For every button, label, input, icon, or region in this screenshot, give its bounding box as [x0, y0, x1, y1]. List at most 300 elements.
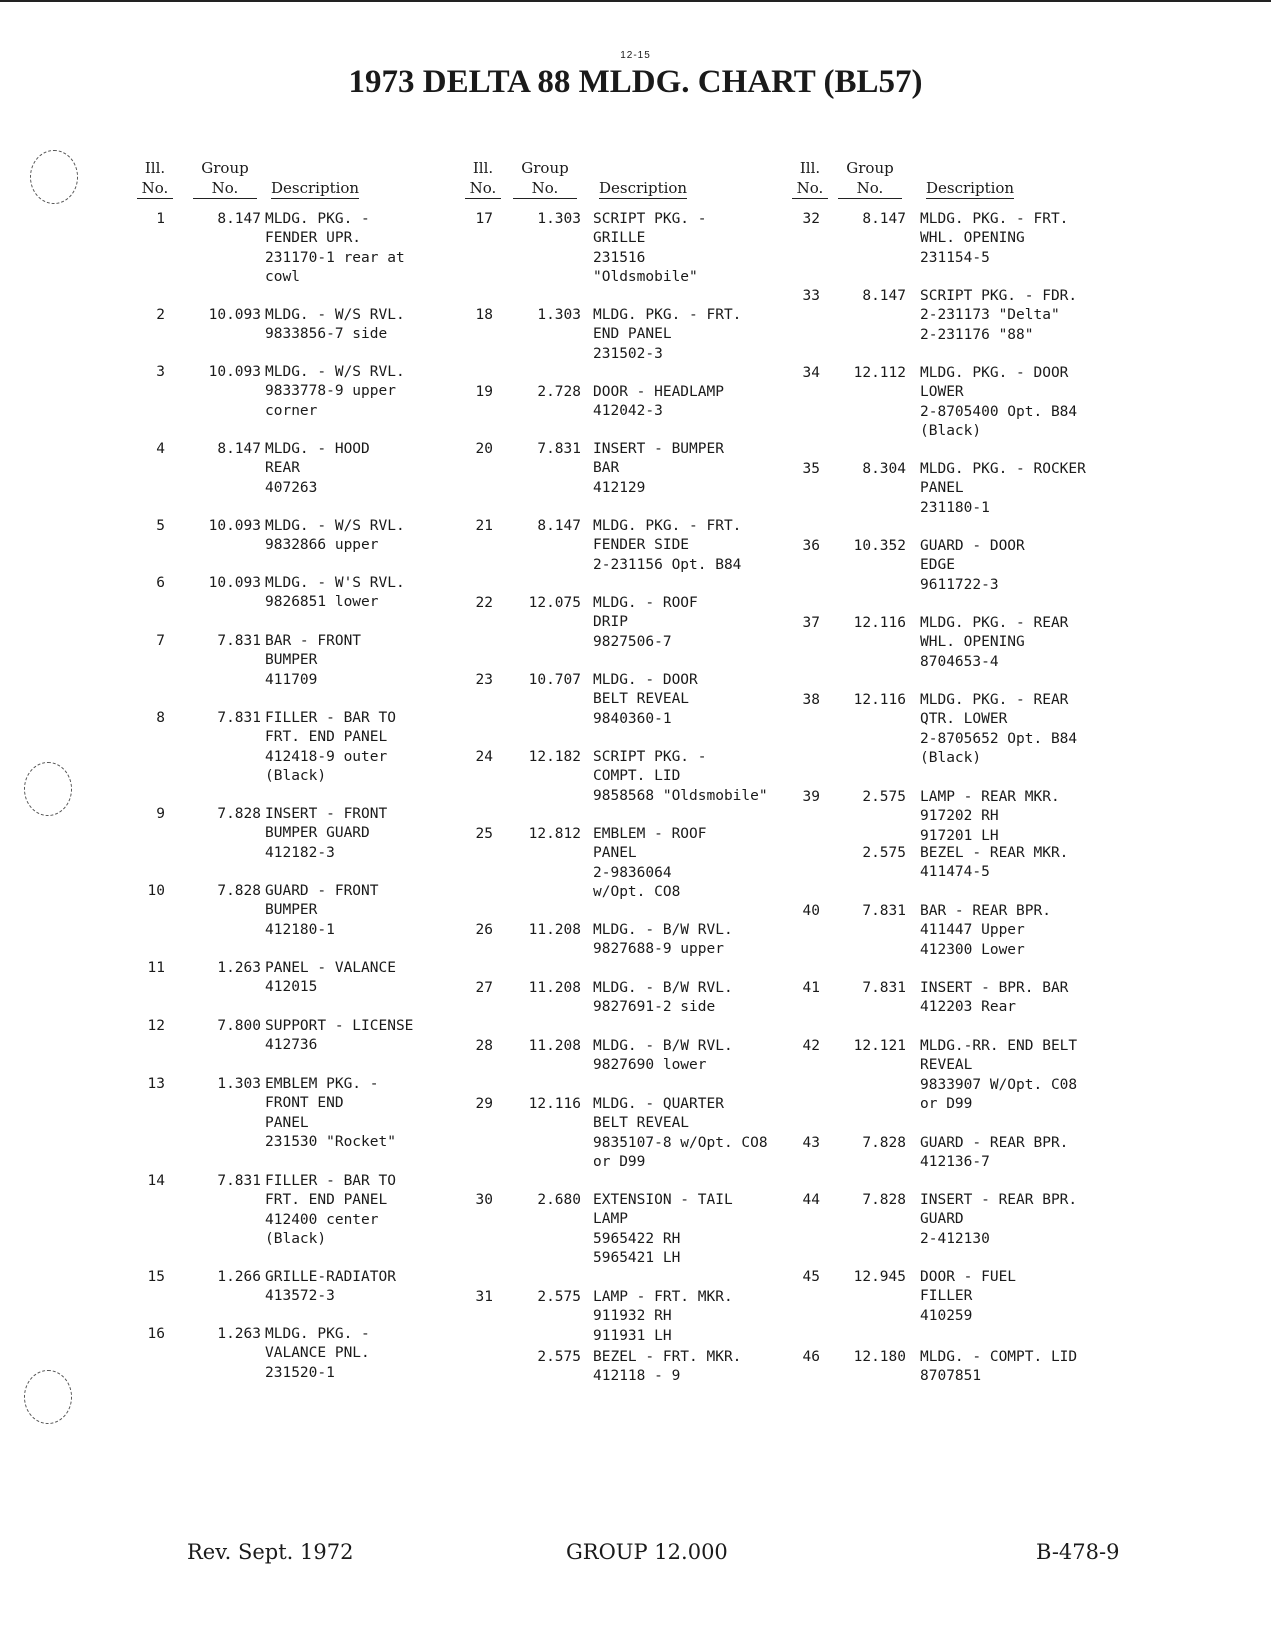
group-number: 8.147 — [217, 211, 261, 227]
part-description — [265, 1017, 413, 1056]
description-line: REVEAL — [920, 1057, 973, 1074]
ill-number: 3 — [156, 364, 165, 380]
description-line: BEZEL - REAR MKR. — [920, 845, 1069, 861]
description-line: 412736 — [265, 1037, 318, 1054]
ill-number: 41 — [802, 980, 820, 996]
description-line: 2-231156 Opt. B84 — [593, 556, 742, 573]
group-number: 7.800 — [217, 1018, 261, 1034]
ill-number: 28 — [475, 1038, 493, 1054]
part-description — [593, 748, 768, 806]
ill-number: 19 — [475, 384, 493, 400]
description-line: WHL. OPENING — [920, 230, 1025, 247]
group-number: 10.093 — [208, 575, 261, 591]
group-number: 8.147 — [862, 288, 906, 304]
part-description — [265, 306, 405, 345]
group-number: 2.575 — [537, 1289, 581, 1305]
description-line: INSERT - FRONT — [265, 806, 388, 822]
ill-number: 12 — [147, 1018, 165, 1034]
ill-no-header-line1: Ill. — [144, 159, 166, 177]
ill-number: 42 — [802, 1038, 820, 1054]
description-line: or D99 — [920, 1095, 973, 1112]
part-description — [920, 614, 1068, 672]
description-line: 5965422 RH — [593, 1230, 681, 1247]
description-line: (Black) — [265, 1230, 327, 1247]
description-line: BEZEL - FRT. MKR. — [593, 1349, 742, 1365]
ill-number: 39 — [802, 789, 820, 805]
ill-number: 43 — [802, 1135, 820, 1151]
part-description — [593, 1191, 733, 1268]
part-description — [265, 363, 405, 421]
group-number: 12.945 — [853, 1269, 906, 1285]
group-number: 2.728 — [537, 384, 581, 400]
description-line: 411709 — [265, 671, 318, 688]
description-line: END PANEL — [593, 326, 672, 343]
description-line: GUARD - DOOR — [920, 538, 1025, 554]
description-line: MLDG. PKG. - REAR — [920, 615, 1069, 631]
ill-number: 13 — [147, 1076, 165, 1092]
ill-number: 20 — [475, 441, 493, 457]
page-number: 12-15 — [620, 50, 651, 61]
description-line: 412418-9 outer — [265, 748, 388, 765]
ill-number: 10 — [147, 883, 165, 899]
description-line: BUMPER GUARD — [265, 825, 370, 842]
part-description — [593, 383, 724, 422]
part-description — [265, 517, 405, 556]
ill-no-header-line1: Ill. — [472, 159, 494, 177]
description-line: BUMPER — [265, 652, 318, 669]
description-line: LAMP - REAR MKR. — [920, 789, 1060, 805]
description-line: SCRIPT PKG. - — [593, 749, 707, 765]
description-line: MLDG. - HOOD — [265, 441, 370, 457]
ill-number: 24 — [475, 749, 493, 765]
ill-number: 36 — [802, 538, 820, 554]
part-description — [920, 979, 1068, 1018]
part-description — [593, 1095, 768, 1172]
description-line: MLDG. - QUARTER — [593, 1096, 724, 1112]
group-no-header-line2: No. — [193, 178, 257, 199]
description-line: MLDG. PKG. - FRT. — [593, 307, 742, 323]
description-line: GRILLE-RADIATOR — [265, 1269, 396, 1285]
group-number: 12.121 — [853, 1038, 906, 1054]
description-line: 231154-5 — [920, 249, 990, 266]
ill-number: 46 — [802, 1349, 820, 1365]
group-number: 10.352 — [853, 538, 906, 554]
description-line: MLDG. PKG. - FRT. — [593, 518, 742, 534]
group-number: 7.828 — [862, 1192, 906, 1208]
description-line: MLDG. - B/W RVL. — [593, 1038, 733, 1054]
group-number: 1.263 — [217, 1326, 261, 1342]
part-description — [920, 1268, 1016, 1326]
description-line: FILLER - BAR TO — [265, 1173, 396, 1189]
ill-number: 33 — [802, 288, 820, 304]
description-line: LOWER — [920, 384, 964, 401]
group-number: 12.812 — [528, 826, 581, 842]
description-line: 8707851 — [920, 1368, 982, 1385]
description-line: 9611722-3 — [920, 576, 999, 593]
group-number: 1.263 — [217, 960, 261, 976]
description-line: MLDG.-RR. END BELT — [920, 1038, 1078, 1054]
ill-number: 6 — [156, 575, 165, 591]
ill-number: 5 — [156, 518, 165, 534]
description-line: 412300 Lower — [920, 941, 1025, 958]
part-description — [920, 1348, 1077, 1387]
description-line: or D99 — [593, 1153, 646, 1170]
part-description — [593, 306, 741, 364]
description-line: FILLER — [920, 1288, 973, 1305]
part-description — [593, 440, 724, 498]
part-description — [920, 1037, 1077, 1114]
description-line: MLDG. - W'S RVL. — [265, 575, 405, 591]
description-line: 412182-3 — [265, 844, 335, 861]
part-description — [265, 1325, 370, 1383]
page-title: 1973 DELTA 88 MLDG. CHART (BL57) — [348, 64, 923, 100]
part-description — [920, 287, 1077, 345]
description-line: MLDG. PKG. - ROCKER — [920, 461, 1086, 477]
group-no-header-line2: No. — [838, 178, 902, 199]
part-description — [920, 460, 1086, 518]
description-line: WHL. OPENING — [920, 634, 1025, 651]
description-line: MLDG. - B/W RVL. — [593, 922, 733, 938]
description-line: 9840360-1 — [593, 710, 672, 727]
group-number: 7.831 — [537, 441, 581, 457]
description-line: MLDG. - COMPT. LID — [920, 1349, 1078, 1365]
group-number: 11.208 — [528, 980, 581, 996]
part-description — [593, 825, 707, 902]
group-label: GROUP 12.000 — [566, 1540, 728, 1564]
group-number: 2.575 — [862, 845, 906, 861]
ill-number: 27 — [475, 980, 493, 996]
description-line: PANEL — [593, 845, 637, 862]
description-line: 231530 "Rocket" — [265, 1133, 396, 1150]
description-line: 2-9836064 — [593, 864, 672, 881]
description-line: 412015 — [265, 979, 318, 996]
part-description — [265, 440, 370, 498]
description-line: 9835107-8 w/Opt. CO8 — [593, 1134, 768, 1151]
ill-number: 44 — [802, 1192, 820, 1208]
group-number: 2.575 — [537, 1349, 581, 1365]
ill-number: 7 — [156, 633, 165, 649]
ill-no-header-line1: Ill. — [799, 159, 821, 177]
group-number: 7.831 — [862, 903, 906, 919]
group-no-header-line1: Group — [521, 159, 569, 177]
group-number: 8.147 — [217, 441, 261, 457]
description-line: 412129 — [593, 479, 646, 496]
description-line: 412180-1 — [265, 921, 335, 938]
description-line: 412400 center — [265, 1211, 379, 1228]
group-number: 7.831 — [217, 710, 261, 726]
part-description — [593, 517, 741, 575]
document-code: B-478-9 — [1036, 1540, 1120, 1564]
part-description — [265, 805, 387, 863]
description-line: FRT. END PANEL — [265, 729, 388, 746]
part-description — [920, 1191, 1077, 1249]
group-number: 1.303 — [537, 211, 581, 227]
description-line: DOOR - FUEL — [920, 1269, 1017, 1285]
description-line: FENDER UPR. — [265, 230, 362, 247]
group-number: 12.116 — [853, 692, 906, 708]
group-number: 7.831 — [217, 633, 261, 649]
group-number: 7.831 — [217, 1173, 261, 1189]
ill-number: 40 — [802, 903, 820, 919]
description-line: QTR. LOWER — [920, 711, 1008, 728]
group-number: 7.831 — [862, 980, 906, 996]
description-line: LAMP — [593, 1211, 628, 1228]
ill-number: 16 — [147, 1326, 165, 1342]
group-number: 7.828 — [217, 806, 261, 822]
description-line: 412042-3 — [593, 403, 663, 420]
description-line: EXTENSION - TAIL — [593, 1192, 733, 1208]
description-line: FRT. END PANEL — [265, 1192, 388, 1209]
description-line: MLDG. - ROOF — [593, 595, 698, 611]
ill-number: 4 — [156, 441, 165, 457]
part-description — [265, 1075, 396, 1152]
part-description — [265, 210, 405, 287]
description-line: 413572-3 — [265, 1288, 335, 1305]
description-line: 231516 — [593, 249, 646, 266]
part-description — [265, 632, 361, 690]
ill-number: 8 — [156, 710, 165, 726]
description-line: SUPPORT - LICENSE — [265, 1018, 414, 1034]
description-line: (Black) — [265, 767, 327, 784]
part-description — [920, 844, 1068, 883]
description-line: 231170-1 rear at — [265, 249, 405, 266]
ill-no-header-line2: No. — [465, 178, 501, 199]
ill-number: 32 — [802, 211, 820, 227]
ill-number: 22 — [475, 595, 493, 611]
ill-number: 31 — [475, 1289, 493, 1305]
description-line: 9827691-2 side — [593, 999, 716, 1016]
ill-number: 11 — [147, 960, 165, 976]
group-number: 7.828 — [217, 883, 261, 899]
group-no-header-line1: Group — [201, 159, 249, 177]
description-line: cowl — [265, 268, 300, 285]
ill-number: 29 — [475, 1096, 493, 1112]
part-description — [593, 979, 733, 1018]
ill-number: 38 — [802, 692, 820, 708]
description-line: PANEL — [265, 1114, 309, 1131]
description-header: Description — [926, 179, 1015, 197]
ill-number: 45 — [802, 1269, 820, 1285]
ill-number: 34 — [802, 365, 820, 381]
ill-number: 14 — [147, 1173, 165, 1189]
description-line: 9833778-9 upper — [265, 383, 396, 400]
group-number: 8.147 — [537, 518, 581, 534]
description-line: BELT REVEAL — [593, 691, 690, 708]
part-description — [265, 1172, 396, 1249]
ill-number: 1 — [156, 211, 165, 227]
description-line: 2-8705652 Opt. B84 — [920, 730, 1078, 747]
binder-hole-middle — [24, 762, 72, 816]
group-number: 1.303 — [217, 1076, 261, 1092]
group-number: 12.112 — [853, 365, 906, 381]
description-line: 911931 LH — [593, 1327, 672, 1344]
group-number: 1.266 — [217, 1269, 261, 1285]
group-no-header-line2: No. — [513, 178, 577, 199]
ill-number: 9 — [156, 806, 165, 822]
binder-hole-bottom — [24, 1370, 72, 1424]
description-line: DRIP — [593, 614, 628, 631]
description-line: 911932 RH — [593, 1308, 672, 1325]
part-description — [920, 902, 1051, 960]
description-line: 2-231173 "Delta" — [920, 307, 1060, 324]
part-description — [265, 882, 379, 940]
group-number: 12.116 — [853, 615, 906, 631]
description-line: GUARD — [920, 1211, 964, 1228]
description-line: INSERT - REAR BPR. — [920, 1192, 1078, 1208]
top-border — [0, 0, 1271, 2]
part-description — [593, 594, 698, 652]
description-header: Description — [271, 179, 360, 197]
group-number: 12.075 — [528, 595, 581, 611]
ill-number: 23 — [475, 672, 493, 688]
ill-number: 17 — [475, 211, 493, 227]
part-description — [593, 671, 698, 729]
ill-no-header-line2: No. — [137, 178, 173, 199]
part-description — [265, 574, 405, 613]
group-number: 10.093 — [208, 307, 261, 323]
group-number: 12.116 — [528, 1096, 581, 1112]
description-line: 412118 - 9 — [593, 1368, 681, 1385]
description-line: 917202 RH — [920, 808, 999, 825]
description-line: BAR - FRONT — [265, 633, 362, 649]
group-number: 12.182 — [528, 749, 581, 765]
description-line: w/Opt. CO8 — [593, 883, 681, 900]
part-description — [593, 1037, 733, 1076]
description-line: FRONT END — [265, 1095, 344, 1112]
part-description — [920, 364, 1077, 441]
description-line: MLDG. PKG. - — [265, 211, 370, 227]
description-line: 412203 Rear — [920, 999, 1017, 1016]
binder-hole-top — [30, 150, 78, 204]
group-number: 2.680 — [537, 1192, 581, 1208]
part-description — [593, 1348, 741, 1387]
description-line: 410259 — [920, 1307, 973, 1324]
part-description — [920, 691, 1077, 768]
description-line: MLDG. - W/S RVL. — [265, 364, 405, 380]
description-line: 917201 LH — [920, 827, 999, 844]
part-description — [593, 921, 733, 960]
group-number: 2.575 — [862, 789, 906, 805]
description-line: 231502-3 — [593, 345, 663, 362]
description-line: 9858568 "Oldsmobile" — [593, 787, 768, 804]
description-line: 9827506-7 — [593, 633, 672, 650]
description-line: MLDG. - W/S RVL. — [265, 518, 405, 534]
description-line: BELT REVEAL — [593, 1115, 690, 1132]
description-line: 9833907 W/Opt. C08 — [920, 1076, 1078, 1093]
part-description — [593, 1288, 733, 1346]
group-number: 1.303 — [537, 307, 581, 323]
description-line: SCRIPT PKG. - FDR. — [920, 288, 1078, 304]
description-line: MLDG. - W/S RVL. — [265, 307, 405, 323]
description-line: FENDER SIDE — [593, 537, 690, 554]
group-number: 12.180 — [853, 1349, 906, 1365]
description-line: COMPT. LID — [593, 768, 681, 785]
description-line: INSERT - BUMPER — [593, 441, 724, 457]
description-line: (Black) — [920, 749, 982, 766]
description-line: GRILLE — [593, 230, 646, 247]
group-number: 10.093 — [208, 364, 261, 380]
description-line: 412136-7 — [920, 1154, 990, 1171]
ill-number: 25 — [475, 826, 493, 842]
description-line: LAMP - FRT. MKR. — [593, 1289, 733, 1305]
description-line: "Oldsmobile" — [593, 268, 698, 285]
description-line: 2-231176 "88" — [920, 326, 1034, 343]
description-line: EDGE — [920, 557, 955, 574]
description-line: 9827688-9 upper — [593, 941, 724, 958]
description-line: corner — [265, 402, 318, 419]
ill-number: 35 — [802, 461, 820, 477]
column-header — [790, 158, 1190, 203]
group-number: 8.147 — [862, 211, 906, 227]
part-description — [593, 210, 707, 287]
part-description — [920, 537, 1025, 595]
description-line: 2-412130 — [920, 1230, 990, 1247]
group-number: 11.208 — [528, 922, 581, 938]
description-line: 8704653-4 — [920, 653, 999, 670]
group-number: 11.208 — [528, 1038, 581, 1054]
description-line: MLDG. - DOOR — [593, 672, 698, 688]
description-line: REAR — [265, 460, 300, 477]
description-line: MLDG. PKG. - — [265, 1326, 370, 1342]
description-line: 9827690 lower — [593, 1057, 707, 1074]
ill-number: 21 — [475, 518, 493, 534]
ill-number: 15 — [147, 1269, 165, 1285]
description-line: VALANCE PNL. — [265, 1345, 370, 1362]
part-description — [920, 1134, 1068, 1173]
ill-number: 37 — [802, 615, 820, 631]
group-no-header-line1: Group — [846, 159, 894, 177]
description-line: 5965421 LH — [593, 1249, 681, 1266]
description-line: MLDG. PKG. - REAR — [920, 692, 1069, 708]
description-line: 411447 Upper — [920, 922, 1025, 939]
description-line: PANEL — [920, 480, 964, 497]
description-line: 411474-5 — [920, 864, 990, 881]
description-line: 9832866 upper — [265, 537, 379, 554]
description-line: 2-8705400 Opt. B84 — [920, 403, 1078, 420]
revision-date: Rev. Sept. 1972 — [187, 1540, 354, 1564]
ill-number: 18 — [475, 307, 493, 323]
description-line: MLDG. PKG. - FRT. — [920, 211, 1069, 227]
ill-no-header-line2: No. — [792, 178, 828, 199]
description-line: 407263 — [265, 479, 318, 496]
description-line: BAR — [593, 460, 620, 477]
part-description — [920, 788, 1060, 846]
description-line: 9826851 lower — [265, 594, 379, 611]
ill-number: 26 — [475, 922, 493, 938]
description-line: BUMPER — [265, 902, 318, 919]
description-line: SCRIPT PKG. - — [593, 211, 707, 227]
ill-number: 2 — [156, 307, 165, 323]
description-line: (Black) — [920, 422, 982, 439]
description-header: Description — [599, 179, 688, 197]
description-line: INSERT - BPR. BAR — [920, 980, 1069, 996]
part-description — [265, 709, 396, 786]
description-line: BAR - REAR BPR. — [920, 903, 1051, 919]
description-line: GUARD - FRONT — [265, 883, 379, 899]
description-line: FILLER - BAR TO — [265, 710, 396, 726]
description-line: GUARD - REAR BPR. — [920, 1135, 1069, 1151]
group-number: 10.707 — [528, 672, 581, 688]
part-description — [265, 1268, 396, 1307]
description-line: DOOR - HEADLAMP — [593, 384, 724, 400]
group-number: 8.304 — [862, 461, 906, 477]
part-description — [265, 959, 396, 998]
group-number: 10.093 — [208, 518, 261, 534]
ill-number: 30 — [475, 1192, 493, 1208]
description-line: 231520-1 — [265, 1364, 335, 1381]
description-line: EMBLEM PKG. - — [265, 1076, 379, 1092]
part-description — [920, 210, 1068, 268]
